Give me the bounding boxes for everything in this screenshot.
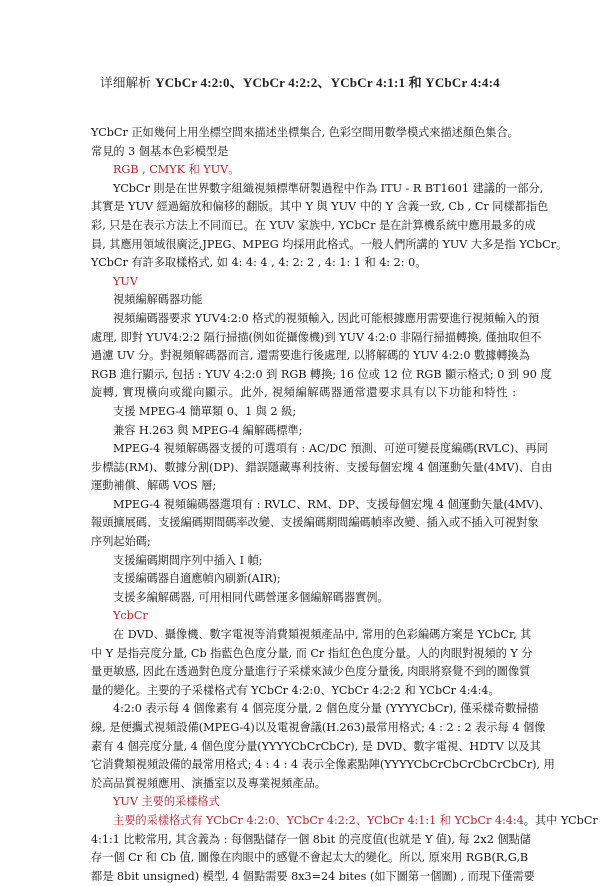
title-prefix: 详细解析 bbox=[100, 75, 156, 90]
section-heading: RGB , CMYK 和 YUV。 bbox=[113, 163, 240, 177]
text-line: 過濾 UV 分。對視頻解碼器而言, 還需要進行後處理, 以將解碼的 YUV 4:2:0 數據轉換為 bbox=[91, 349, 530, 363]
highlighted-formats: 主要的采樣格式有 YCbCr 4:2:0、YCbCr 4:2:2、YCbCr 4:1:1 和 YCbCr 4:4:4 bbox=[113, 813, 524, 827]
document-title bbox=[0, 72, 600, 91]
text-line: YCbCr 正如幾何上用坐標空間來描述坐標集合, 色彩空間用數學模式來描述顏色集合。 bbox=[91, 126, 519, 139]
text-line: 序列起始碼; bbox=[91, 535, 151, 549]
text-line: 於高品質視頻應用、演播室以及專業視頻產品。 bbox=[91, 776, 326, 790]
text-line: 旋轉, 實現橫向或縱向顯示。此外, 視頻編解碼器通常還要求具有以下功能和特性 : bbox=[91, 386, 516, 400]
text-line: 處理, 即對 YUV4:2:2 隔行掃描(例如從攝像機)到 YUV 4:2:0 非隔行掃描轉換, 僅抽取但不 bbox=[91, 330, 542, 344]
text-line: 線, 是便攜式視頻設備(MPEG-4)以及電視會議(H.263)最常用格式; 4 : 2 : 2 表示每 4 個像 bbox=[91, 721, 546, 734]
section-heading: YUV 主要的采樣格式 bbox=[113, 795, 220, 809]
text-line: 它消費類視頻設備的最常用格式; 4 : 4 : 4 表示全像素點陣(YYYYCbCrCbCrCbCrCbCr), 用 bbox=[91, 758, 555, 772]
text-line: 視頻編碼器要求 YUV4:2:0 格式的視頻輸入, 因此可能根據應用需要進行視頻輸入的預 bbox=[113, 311, 540, 325]
text-line: 在 DVD、攝像機、數字電視等消費類視頻產品中, 常用的色彩編碼方案是 YCbCr, 其 bbox=[113, 628, 532, 642]
text-line: 運動補償、解碼 VOS 層; bbox=[91, 479, 217, 493]
text-line: 量更敏感, 因此在透過對色度分量進行子采樣來減少色度分量後, 肉眼將察覺不到的圖像質 bbox=[91, 665, 531, 679]
text-line: YCbCr 有許多取樣格式, 如 4: 4: 4 , 4: 2: 2 , 4: 1: 1 和 4: 2: 0。 bbox=[91, 256, 427, 270]
text-line: MPEG-4 視頻解碼器支援的可選項有 : AC/DC 預測、可逆可變長度編碼(RVLC)、再同 bbox=[113, 442, 548, 456]
text-line: 4:2:0 表示每 4 個像素有 4 個亮度分量, 2 個色度分量 (YYYYCbCr), 僅采樣奇數掃描 bbox=[113, 702, 539, 716]
text-line: 彩, 只是在表示方法上不同而已。在 YUV 家族中, YCbCr 是在計算機系統中應用最多的成 bbox=[91, 218, 536, 232]
text-line: 支援多編解碼器, 可用相同代碼營運多個編解碼器實例。 bbox=[113, 590, 389, 604]
text-line: 常見的 3 個基本色彩模型是 bbox=[91, 144, 229, 158]
text-fragment: 。其中 YCbCr bbox=[523, 813, 598, 827]
text-line: 中 Y 是指亮度分量, Cb 指藍色色度分量, 而 Cr 指紅色色度分量。人的肉眼對視頻的 Y 分 bbox=[91, 646, 533, 660]
text-line: 支援編碼器自適應幀內刷新(AIR); bbox=[113, 572, 281, 586]
text-line: 報頭擴展碼、支援編碼期間碼率改變、支援編碼期間編碼幀率改變、插入或不插入可視對象 bbox=[91, 516, 539, 530]
text-line: 存一個 Cr 和 Cb 值, 圖像在肉眼中的感覺不會起太大的變化。所以, 原來用 RGB(R,G,B bbox=[91, 851, 529, 865]
section-heading: YcbCr bbox=[113, 609, 148, 623]
text-line: 其實是 YUV 經過縮放和偏移的翻版。其中 Y 與 YUV 中的 Y 含義一致, Cb , Cr 同樣都指色 bbox=[91, 200, 549, 214]
text-line-mixed bbox=[91, 812, 598, 831]
text-line: 視頻編解碼器功能 bbox=[113, 293, 203, 307]
document-body bbox=[91, 124, 598, 886]
text-line: RGB 進行顯示, 包括 : YUV 4:2:0 到 RGB 轉換; 16 位或 12 位 RGB 顯示格式; 0 到 90 度 bbox=[91, 367, 552, 381]
text-line: YCbCr 則是在世界數字組織視頻標準研製過程中作為 ITU - R BT1601 建議的一部分, bbox=[113, 181, 544, 195]
text-line: 支援 MPEG-4 簡單類 0、1 與 2 級; bbox=[113, 404, 297, 418]
text-line: 支援編碼期間序列中插入 I 幀; bbox=[113, 553, 263, 567]
text-line: 素有 4 個亮度分量, 4 個色度分量(YYYYCbCrCbCr), 是 DVD、數字電視、HDTV 以及其 bbox=[91, 739, 541, 753]
text-line: MPEG-4 視頻編碼器選項有 : RVLC、RM、DP、支援每個宏塊 4 個運動矢量(4MV)、 bbox=[113, 497, 551, 511]
title-formats: YCbCr 4:2:0、YCbCr 4:2:2、YCbCr 4:1:1 和 YCbCr 4:4:4 bbox=[155, 75, 500, 90]
text-line: 4:1:1 比較常用, 其含義為 : 每個點儲存一個 8bit 的亮度值(也就是 Y 值), 每 2x2 個點儲 bbox=[91, 832, 531, 846]
text-line: 量的變化。主要的子采樣格式有 YCbCr 4:2:0、YCbCr 4:2:2 和 YCbCr 4:4:4。 bbox=[91, 683, 500, 697]
text-line: 都是 8bit unsigned) 模型, 4 個點需要 8x3=24 bites (如下圖第一個圖) , 而現下僅需要 bbox=[91, 869, 535, 883]
text-line: 步標誌(RM)、數據分割(DP)、錯誤隱藏專利技術、支援每個宏塊 4 個運動矢量(4MV)、自由 bbox=[91, 460, 553, 474]
text-line: 員, 其應用領域很廣泛,JPEG、MPEG 均採用此格式。一般人們所講的 YUV 大多是指 YCbCr。 bbox=[91, 237, 568, 251]
section-heading: YUV bbox=[113, 274, 138, 288]
text-line: 兼容 H.263 與 MPEG-4 編解碼標準; bbox=[113, 423, 303, 437]
